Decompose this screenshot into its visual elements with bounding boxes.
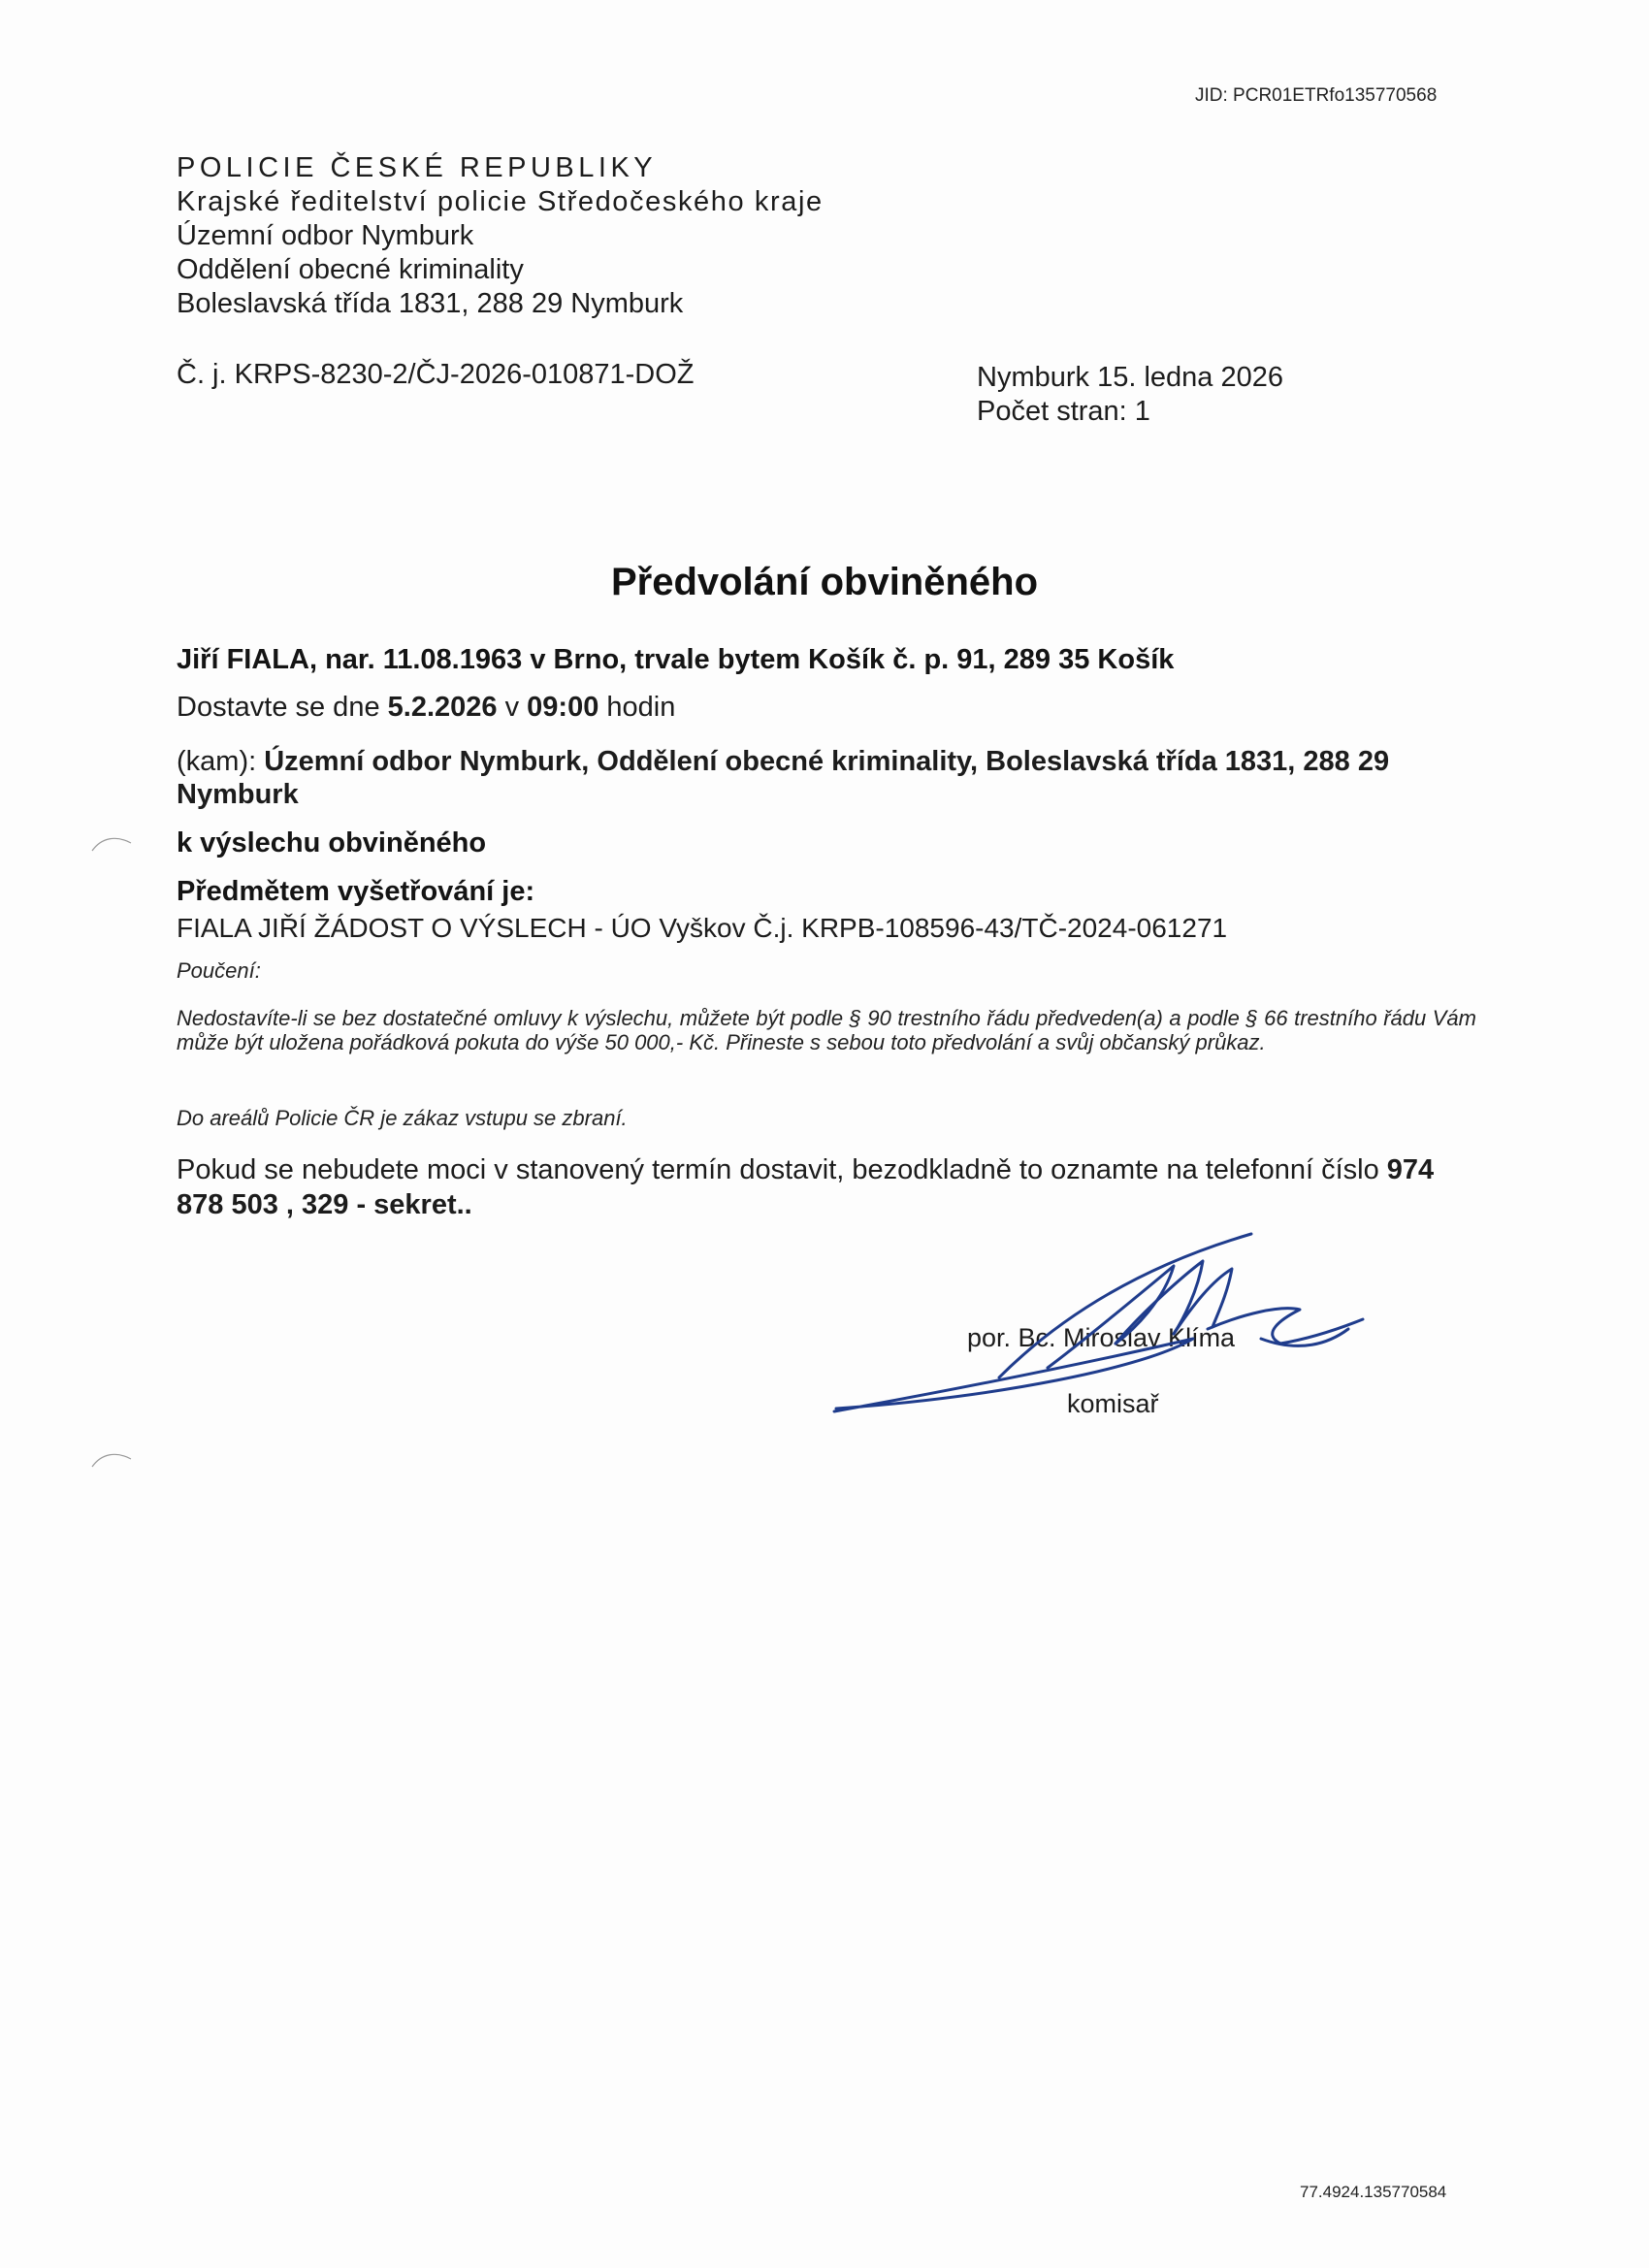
summons-purpose: k výslechu obviněného (177, 827, 487, 859)
authority-address: Boleslavská třída 1831, 288 29 Nymburk (177, 288, 684, 319)
handwritten-signature (824, 1222, 1387, 1426)
attendance-date: 5.2.2026 (387, 692, 498, 723)
jid-code: JID: PCR01ETRfo135770568 (1195, 85, 1438, 106)
subject-heading: Předmětem vyšetřování je: (177, 876, 535, 907)
scan-artifact-mark (87, 829, 136, 859)
instructions-text: Nedostavíte-li se bez dostatečné omluvy k výslechu, můžete být podle § 90 trestního řádu předveden(a) a podle § 66 trestního řádu Vám může být uložena pořádková pokuta do výše 50 000,- Kč. Přineste s sebou toto předvolání a svůj občanský průkaz. (177, 1006, 1476, 1054)
contact-text: Pokud se nebudete moci v stanovený termín dostavit, bezodkladně to oznamte na telefonní číslo (177, 1154, 1387, 1185)
authority-region: Krajské ředitelství policie Středočeského kraje (177, 186, 824, 217)
location-address: Územní odbor Nymburk, Oddělení obecné kriminality, Boleslavská třída 1831, 288 29 Nymburk (177, 746, 1390, 810)
page-count: Počet stran: 1 (977, 396, 1150, 427)
reference-number: Č. j. KRPS-8230-2/ČJ-2026-010871-DOŽ (177, 359, 695, 390)
authority-unit: Oddělení obecné kriminality (177, 254, 524, 285)
place-date: Nymburk 15. ledna 2026 (977, 362, 1283, 393)
signatory-rank: komisař (1067, 1389, 1159, 1418)
contact-phone: 974 878 503 , 329 - sekret.. (177, 1154, 1435, 1220)
authority-name: POLICIE ČESKÉ REPUBLIKY (177, 152, 658, 183)
place-date-block (977, 361, 1283, 429)
issuing-authority (177, 151, 824, 321)
authority-department: Územní odbor Nymburk (177, 220, 474, 251)
instructions-heading: Poučení: (177, 958, 261, 983)
accused-person: Jiří FIALA, nar. 11.08.1963 v Brno, trvale bytem Košík č. p. 91, 289 35 Košík (177, 644, 1175, 675)
document-title: Předvolání obviněného (610, 561, 1039, 603)
footer-code: 77.4924.135770584 (1300, 2183, 1447, 2201)
attendance-time: 09:00 (527, 692, 599, 723)
attendance-line (177, 692, 675, 724)
subject-value: FIALA JIŘÍ ŽÁDOST O VÝSLECH - ÚO Vyškov Č.j. KRPB-108596-43/TČ-2024-061271 (177, 913, 1228, 943)
attendance-location (177, 745, 1481, 811)
location-prefix: (kam): (177, 746, 265, 777)
attendance-suffix: hodin (598, 692, 676, 723)
attendance-middle: v (497, 692, 528, 723)
attendance-prefix: Dostavte se dne (177, 692, 388, 723)
scan-artifact-mark (87, 1445, 136, 1474)
contact-notice (177, 1152, 1481, 1222)
weapons-notice: Do areálů Policie ČR je zákaz vstupu se zbraní. (177, 1106, 628, 1130)
signatory-name: por. Bc. Miroslav Klíma (967, 1323, 1236, 1352)
